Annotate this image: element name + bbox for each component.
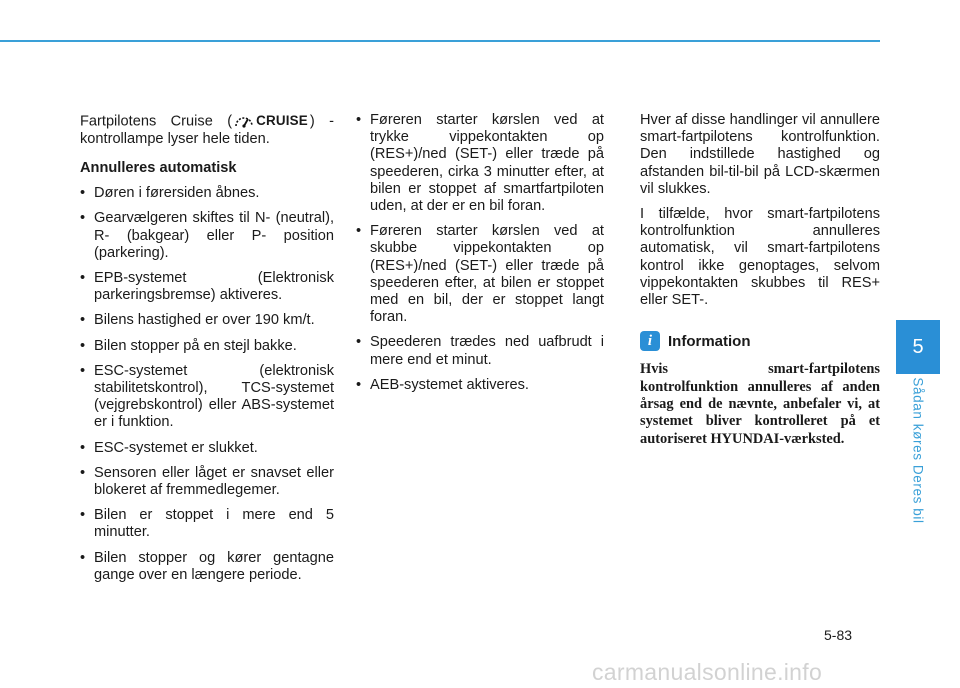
column-3 <box>640 112 880 448</box>
intro-paragraph <box>80 112 334 148</box>
information-title: Information <box>668 332 751 350</box>
section-heading: Annulleres automatisk <box>80 160 237 176</box>
list-item: • Speederen trædes ned uafbrudt i mere end et minut. <box>356 334 604 368</box>
list-item: • Døren i førersiden åbnes. <box>80 185 260 202</box>
cancel-conditions-list <box>80 185 334 584</box>
list-item: • Gearvælgeren skiftes til N- (neutral), R- (bakgear) eller P- position (parkering). <box>80 210 334 261</box>
list-item: • Føreren starter kørslen ved at skubbe vippekontakten op (RES+)/ned (SET-) eller træde på speederen efter, at bilen er stoppet med en bil, der er stoppet langt foran. <box>356 223 604 326</box>
chapter-tab: 5 <box>896 320 940 374</box>
list-item: • AEB-systemet aktiveres. <box>356 376 529 393</box>
speedometer-icon <box>234 114 254 128</box>
paragraph: Hver af disse handlinger vil annullere smart-fartpilotens kontrolfunktion. Den indstillede hastighed og afstanden bil-til-bil på LCD-skærmen vil slukkes. <box>640 112 880 197</box>
cruise-indicator-icon <box>234 112 308 129</box>
list-item: • Føreren starter kørslen ved at trykke vippekontakten op (RES+)/ned (SET-) eller træde på speederen, cirka 3 minutter efter, at bilen er stoppet af smartfartpiloten uden, at der er en bil foran. <box>356 112 604 215</box>
top-rule <box>0 40 880 42</box>
list-item: • EPB-systemet (Elektronisk parkeringsbremse) aktiveres. <box>80 270 334 304</box>
intro-text-after: ) - kontrollampe lyser hele tiden. <box>80 113 334 147</box>
column-2 <box>356 112 604 402</box>
column-1 <box>80 112 334 592</box>
info-icon: i <box>640 331 660 351</box>
list-item: • Bilen stopper på en stejl bakke. <box>80 337 297 354</box>
list-item: • Bilen stopper og kører gentagne gange over en længere periode. <box>80 549 334 583</box>
page-number: 5-83 <box>824 627 853 643</box>
watermark: carmanualsonline.info <box>592 659 823 685</box>
list-item: • ESC-systemet (elektronisk stabilitetskontrol), TCS-systemet (vejgrebskontrol) eller ABS-systemet er i funktion. <box>80 362 334 431</box>
information-body: Hvis smart-fartpilotens kontrolfunktion annulleres af anden årsag end de nævnte, anbefaler vi, at systemet bliver kontrolleret på et autoriseret HYUNDAI-værksted. <box>640 361 880 447</box>
chapter-title: Sådan køres Deres bil <box>910 376 926 524</box>
chapter-title-vertical <box>900 378 936 522</box>
paragraph: I tilfælde, hvor smart-fartpilotens kontrolfunktion annulleres automatisk, vil smart-fartpilotens kontrol ikke genoptages, selvom vippekontakten skubbes til RES+ eller SET-. <box>640 206 880 309</box>
cancel-conditions-list-continued <box>356 112 604 394</box>
list-item: • Bilen er stoppet i mere end 5 minutter. <box>80 507 334 541</box>
list-item: • Bilens hastighed er over 190 km/t. <box>80 312 315 329</box>
list-item: • Sensoren eller låget er snavset eller blokeret af fremmedlegemer. <box>80 464 334 499</box>
cruise-icon-label: CRUISE <box>256 113 308 128</box>
intro-text-before: Fartpilotens Cruise ( <box>80 113 233 130</box>
list-item: • ESC-systemet er slukket. <box>80 439 258 456</box>
information-header <box>640 331 880 351</box>
